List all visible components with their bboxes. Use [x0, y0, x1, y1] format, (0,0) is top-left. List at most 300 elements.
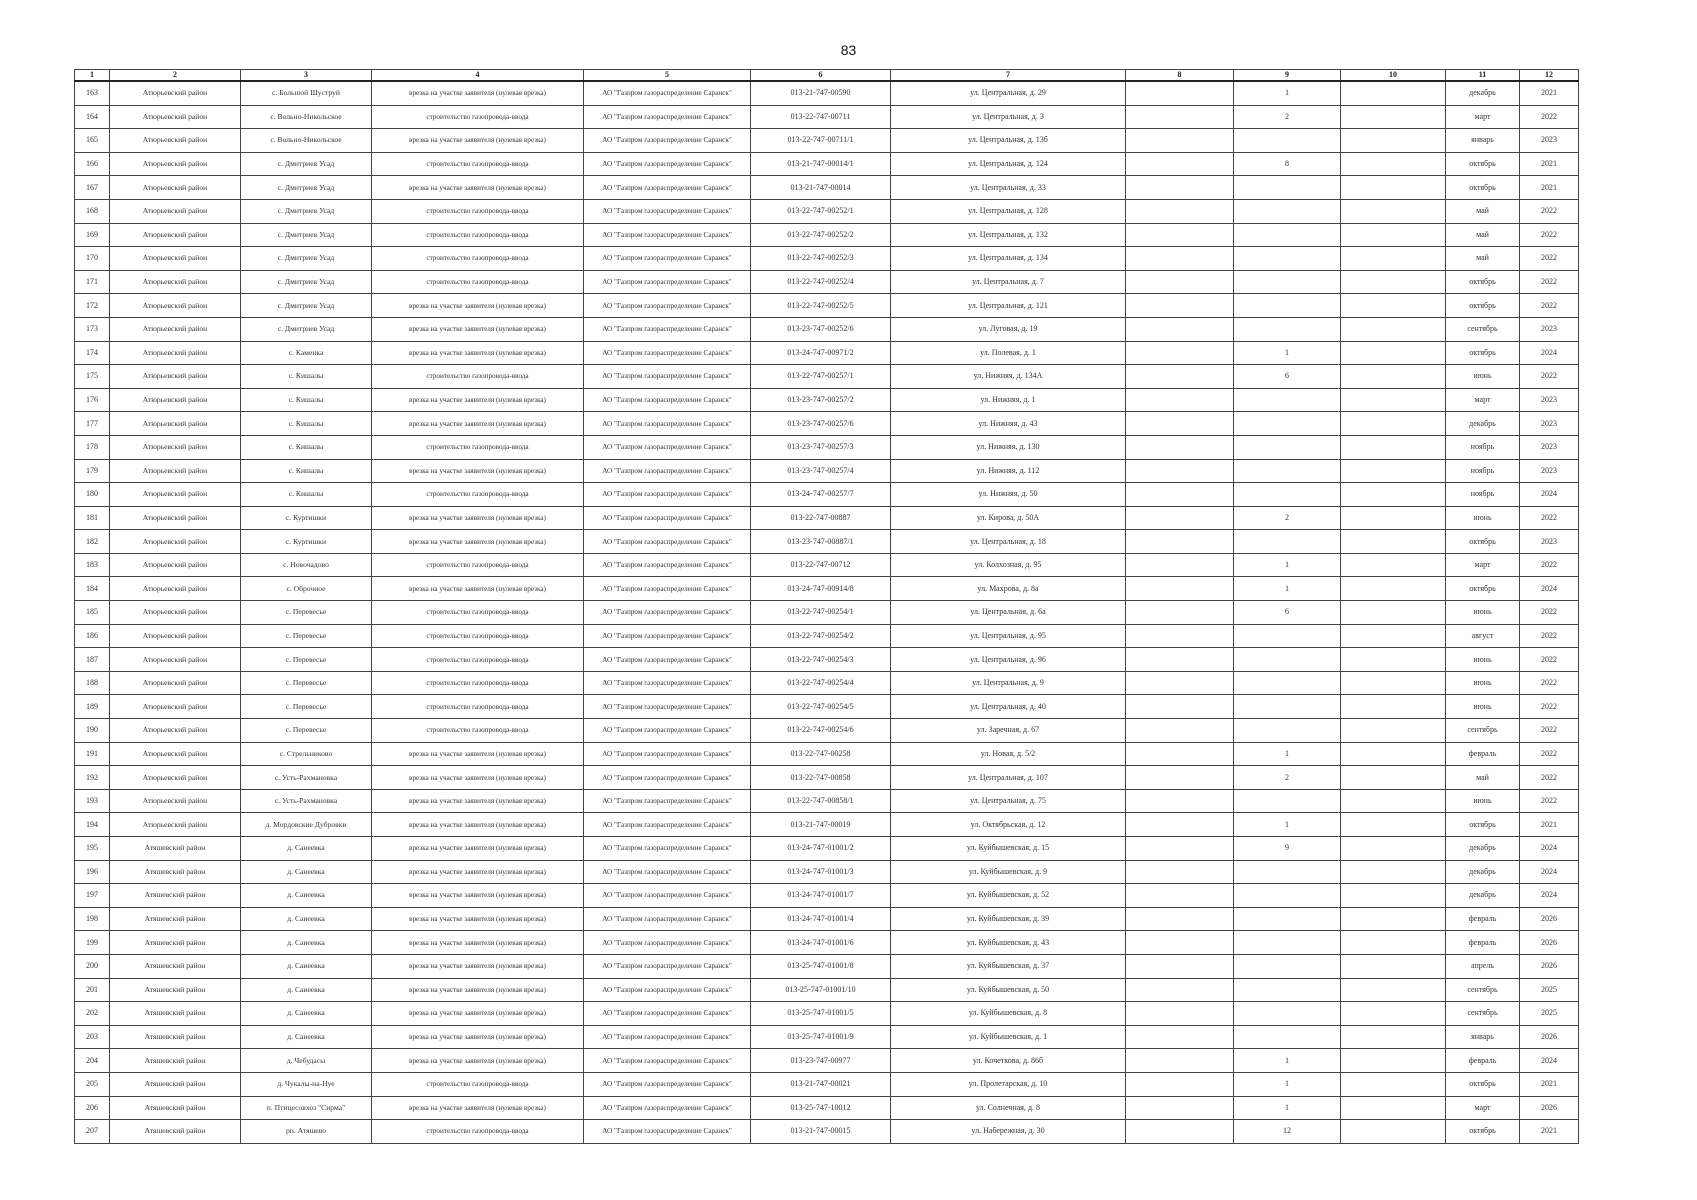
- year-cell: 2022: [1520, 624, 1579, 648]
- work-type-cell: врезка на участке заявителя (нулевая врезка): [372, 789, 584, 813]
- district-cell: Атюрьевский район: [110, 317, 241, 341]
- work-type-cell: врезка на участке заявителя (нулевая врезка): [372, 1049, 584, 1073]
- year-cell: 2023: [1520, 435, 1579, 459]
- work-type-cell: врезка на участке заявителя (нулевая врезка): [372, 81, 584, 105]
- year-cell: 2021: [1520, 176, 1579, 200]
- column-8-cell: [1126, 671, 1234, 695]
- column-10-cell: [1341, 978, 1446, 1002]
- address-cell: ул. Центральная, д. 18: [891, 530, 1126, 554]
- column-9-cell: [1234, 530, 1341, 554]
- application-number-cell: 013-22-747-00254/1: [751, 601, 891, 625]
- year-cell: 2025: [1520, 978, 1579, 1002]
- district-cell: Атяшевский район: [110, 837, 241, 861]
- district-cell: Атюрьевский район: [110, 719, 241, 743]
- settlement-cell: д. Саиеевка: [241, 954, 372, 978]
- column-number-row: [75, 70, 1579, 82]
- column-9-cell: [1234, 860, 1341, 884]
- application-number-cell: 013-22-747-00252/2: [751, 223, 891, 247]
- column-8-cell: [1126, 1120, 1234, 1144]
- address-cell: ул. Нижняя, д. 43: [891, 412, 1126, 436]
- month-cell: март: [1446, 1096, 1520, 1120]
- district-cell: Атюрьевский район: [110, 459, 241, 483]
- work-type-cell: строительство газопровода-ввода: [372, 435, 584, 459]
- row-number-cell: 176: [75, 388, 110, 412]
- district-cell: Атюрьевский район: [110, 412, 241, 436]
- row-number-cell: 173: [75, 317, 110, 341]
- application-number-cell: 013-22-747-00711/1: [751, 129, 891, 153]
- organization-cell: АО "Газпром газораспределение Саранск": [584, 1120, 751, 1144]
- work-type-cell: строительство газопровода-ввода: [372, 719, 584, 743]
- settlement-cell: с. Перевесье: [241, 601, 372, 625]
- year-cell: 2022: [1520, 294, 1579, 318]
- month-cell: октябрь: [1446, 1072, 1520, 1096]
- column-9-cell: [1234, 294, 1341, 318]
- application-number-cell: 013-22-747-00252/5: [751, 294, 891, 318]
- address-cell: ул. Куйбышевская, д. 15: [891, 837, 1126, 861]
- column-9-cell: [1234, 648, 1341, 672]
- settlement-cell: с. Каменка: [241, 341, 372, 365]
- month-cell: февраль: [1446, 907, 1520, 931]
- work-type-cell: строительство газопровода-ввода: [372, 247, 584, 271]
- work-type-cell: строительство газопровода-ввода: [372, 199, 584, 223]
- row-number-cell: 164: [75, 105, 110, 129]
- month-cell: сентябрь: [1446, 1002, 1520, 1026]
- district-cell: Атюрьевский район: [110, 388, 241, 412]
- column-9-cell: [1234, 129, 1341, 153]
- month-cell: май: [1446, 199, 1520, 223]
- table-row: [75, 223, 1579, 247]
- row-number-cell: 188: [75, 671, 110, 695]
- column-8-cell: [1126, 719, 1234, 743]
- organization-cell: АО "Газпром газораспределение Саранск": [584, 1096, 751, 1120]
- table-row: [75, 199, 1579, 223]
- district-cell: Атюрьевский район: [110, 223, 241, 247]
- row-number-cell: 172: [75, 294, 110, 318]
- organization-cell: АО "Газпром газораспределение Саранск": [584, 907, 751, 931]
- address-cell: ул. Нижняя, д. 50: [891, 483, 1126, 507]
- table-row: [75, 341, 1579, 365]
- work-type-cell: строительство газопровода-ввода: [372, 223, 584, 247]
- work-type-cell: врезка на участке заявителя (нулевая врезка): [372, 978, 584, 1002]
- month-cell: март: [1446, 388, 1520, 412]
- table-row: [75, 1002, 1579, 1026]
- column-9-cell: 1: [1234, 1049, 1341, 1073]
- table-row: [75, 695, 1579, 719]
- year-cell: 2026: [1520, 954, 1579, 978]
- address-cell: ул. Центральная, д. 124: [891, 152, 1126, 176]
- settlement-cell: д. Мордовские Дубровки: [241, 813, 372, 837]
- column-10-cell: [1341, 483, 1446, 507]
- settlement-cell: д. Саиеевка: [241, 860, 372, 884]
- settlement-cell: с. Дмитриев Усад: [241, 247, 372, 271]
- column-9-cell: [1234, 907, 1341, 931]
- work-type-cell: строительство газопровода-ввода: [372, 105, 584, 129]
- address-cell: ул. Центральная, д. 121: [891, 294, 1126, 318]
- address-cell: ул. Центральная, д. 134: [891, 247, 1126, 271]
- table-row: [75, 624, 1579, 648]
- district-cell: Атюрьевский район: [110, 813, 241, 837]
- table-row: [75, 105, 1579, 129]
- organization-cell: АО "Газпром газораспределение Саранск": [584, 270, 751, 294]
- work-type-cell: врезка на участке заявителя (нулевая врезка): [372, 577, 584, 601]
- column-8-cell: [1126, 648, 1234, 672]
- column-8-cell: [1126, 270, 1234, 294]
- year-cell: 2026: [1520, 1025, 1579, 1049]
- address-cell: ул. Центральная, д. 33: [891, 176, 1126, 200]
- column-8-cell: [1126, 435, 1234, 459]
- application-number-cell: 013-24-747-00971/2: [751, 341, 891, 365]
- application-number-cell: 013-22-747-00254/3: [751, 648, 891, 672]
- column-10-cell: [1341, 105, 1446, 129]
- table-row: [75, 294, 1579, 318]
- application-number-cell: 013-23-747-00257/6: [751, 412, 891, 436]
- table-body: [75, 81, 1579, 1143]
- work-type-cell: врезка на участке заявителя (нулевая врезка): [372, 341, 584, 365]
- address-cell: ул. Нижняя, д. 134А: [891, 365, 1126, 389]
- column-8-cell: [1126, 954, 1234, 978]
- column-9-cell: [1234, 978, 1341, 1002]
- column-10-cell: [1341, 270, 1446, 294]
- address-cell: ул. Полевая, д. 1: [891, 341, 1126, 365]
- organization-cell: АО "Газпром газораспределение Саранск": [584, 860, 751, 884]
- district-cell: Атюрьевский район: [110, 483, 241, 507]
- application-number-cell: 013-25-747-01001/9: [751, 1025, 891, 1049]
- column-8-cell: [1126, 624, 1234, 648]
- column-number-header: 11: [1446, 70, 1520, 82]
- table-row: [75, 412, 1579, 436]
- column-9-cell: 12: [1234, 1120, 1341, 1144]
- settlement-cell: п. Птицесовхоз "Сирма": [241, 1096, 372, 1120]
- work-type-cell: строительство газопровода-ввода: [372, 483, 584, 507]
- row-number-cell: 201: [75, 978, 110, 1002]
- address-cell: ул. Пролетарская, д. 10: [891, 1072, 1126, 1096]
- column-9-cell: [1234, 435, 1341, 459]
- address-cell: ул. Куйбышевская, д. 50: [891, 978, 1126, 1002]
- column-number-header: 3: [241, 70, 372, 82]
- year-cell: 2023: [1520, 388, 1579, 412]
- work-type-cell: строительство газопровода-ввода: [372, 152, 584, 176]
- year-cell: 2024: [1520, 884, 1579, 908]
- month-cell: декабрь: [1446, 860, 1520, 884]
- settlement-cell: с. Перевесье: [241, 695, 372, 719]
- column-8-cell: [1126, 412, 1234, 436]
- organization-cell: АО "Газпром газораспределение Саранск": [584, 648, 751, 672]
- column-10-cell: [1341, 223, 1446, 247]
- row-number-cell: 193: [75, 789, 110, 813]
- column-8-cell: [1126, 1002, 1234, 1026]
- column-8-cell: [1126, 978, 1234, 1002]
- column-8-cell: [1126, 813, 1234, 837]
- year-cell: 2022: [1520, 270, 1579, 294]
- address-cell: ул. Куйбышевская, д. 52: [891, 884, 1126, 908]
- column-8-cell: [1126, 1072, 1234, 1096]
- column-8-cell: [1126, 931, 1234, 955]
- year-cell: 2022: [1520, 719, 1579, 743]
- year-cell: 2022: [1520, 671, 1579, 695]
- table-row: [75, 1120, 1579, 1144]
- settlement-cell: с. Дмитриев Усад: [241, 152, 372, 176]
- application-number-cell: 013-23-747-00252/6: [751, 317, 891, 341]
- address-cell: ул. Центральная, д. 107: [891, 766, 1126, 790]
- application-number-cell: 013-23-747-00257/2: [751, 388, 891, 412]
- column-10-cell: [1341, 553, 1446, 577]
- column-9-cell: 2: [1234, 506, 1341, 530]
- settlement-cell: с. Усть-Рахмановка: [241, 766, 372, 790]
- month-cell: июнь: [1446, 695, 1520, 719]
- column-9-cell: 1: [1234, 1072, 1341, 1096]
- work-type-cell: врезка на участке заявителя (нулевая врезка): [372, 813, 584, 837]
- settlement-cell: д. Саиеевка: [241, 1002, 372, 1026]
- year-cell: 2021: [1520, 813, 1579, 837]
- settlement-cell: д. Саиеевка: [241, 884, 372, 908]
- column-9-cell: [1234, 671, 1341, 695]
- month-cell: декабрь: [1446, 412, 1520, 436]
- column-10-cell: [1341, 742, 1446, 766]
- settlement-cell: с. Перевесье: [241, 671, 372, 695]
- district-cell: Атюрьевский район: [110, 577, 241, 601]
- work-type-cell: строительство газопровода-ввода: [372, 1120, 584, 1144]
- organization-cell: АО "Газпром газораспределение Саранск": [584, 365, 751, 389]
- column-10-cell: [1341, 341, 1446, 365]
- work-type-cell: врезка на участке заявителя (нулевая врезка): [372, 412, 584, 436]
- settlement-cell: с. Кишалы: [241, 459, 372, 483]
- column-9-cell: [1234, 459, 1341, 483]
- settlement-cell: с. Дмитриев Усад: [241, 199, 372, 223]
- district-cell: Атюрьевский район: [110, 624, 241, 648]
- year-cell: 2023: [1520, 459, 1579, 483]
- column-8-cell: [1126, 884, 1234, 908]
- district-cell: Атюрьевский район: [110, 365, 241, 389]
- row-number-cell: 174: [75, 341, 110, 365]
- address-cell: ул. Центральная, д. 3: [891, 105, 1126, 129]
- organization-cell: АО "Газпром газораспределение Саранск": [584, 129, 751, 153]
- column-9-cell: 1: [1234, 341, 1341, 365]
- district-cell: Атюрьевский район: [110, 152, 241, 176]
- organization-cell: АО "Газпром газораспределение Саранск": [584, 766, 751, 790]
- row-number-cell: 185: [75, 601, 110, 625]
- district-cell: Атяшевский район: [110, 1072, 241, 1096]
- district-cell: Атяшевский район: [110, 907, 241, 931]
- organization-cell: АО "Газпром газораспределение Саранск": [584, 199, 751, 223]
- column-10-cell: [1341, 199, 1446, 223]
- work-type-cell: врезка на участке заявителя (нулевая врезка): [372, 954, 584, 978]
- work-type-cell: строительство газопровода-ввода: [372, 270, 584, 294]
- table-row: [75, 884, 1579, 908]
- settlement-cell: с. Большой Шуструй: [241, 81, 372, 105]
- address-cell: ул. Куйбышевская, д. 39: [891, 907, 1126, 931]
- application-number-cell: 013-25-747-01001/5: [751, 1002, 891, 1026]
- column-10-cell: [1341, 530, 1446, 554]
- row-number-cell: 205: [75, 1072, 110, 1096]
- settlement-cell: с. Кишалы: [241, 483, 372, 507]
- column-9-cell: [1234, 1025, 1341, 1049]
- month-cell: январь: [1446, 1025, 1520, 1049]
- organization-cell: АО "Газпром газораспределение Саранск": [584, 105, 751, 129]
- column-8-cell: [1126, 129, 1234, 153]
- table-row: [75, 247, 1579, 271]
- district-cell: Атюрьевский район: [110, 789, 241, 813]
- column-9-cell: 8: [1234, 152, 1341, 176]
- year-cell: 2024: [1520, 1049, 1579, 1073]
- application-number-cell: 013-24-747-00914/8: [751, 577, 891, 601]
- work-type-cell: врезка на участке заявителя (нулевая врезка): [372, 837, 584, 861]
- column-9-cell: 9: [1234, 837, 1341, 861]
- year-cell: 2022: [1520, 553, 1579, 577]
- table-row: [75, 365, 1579, 389]
- row-number-cell: 163: [75, 81, 110, 105]
- month-cell: июнь: [1446, 671, 1520, 695]
- month-cell: ноябрь: [1446, 435, 1520, 459]
- month-cell: декабрь: [1446, 81, 1520, 105]
- column-10-cell: [1341, 860, 1446, 884]
- table-row: [75, 954, 1579, 978]
- organization-cell: АО "Газпром газораспределение Саранск": [584, 624, 751, 648]
- month-cell: март: [1446, 553, 1520, 577]
- settlement-cell: с. Куртишки: [241, 506, 372, 530]
- column-8-cell: [1126, 365, 1234, 389]
- column-8-cell: [1126, 176, 1234, 200]
- settlement-cell: с. Кишалы: [241, 435, 372, 459]
- organization-cell: АО "Газпром газораспределение Саранск": [584, 1072, 751, 1096]
- organization-cell: АО "Газпром газораспределение Саранск": [584, 884, 751, 908]
- work-type-cell: врезка на участке заявителя (нулевая врезка): [372, 530, 584, 554]
- column-10-cell: [1341, 837, 1446, 861]
- district-cell: Атюрьевский район: [110, 506, 241, 530]
- address-cell: ул. Центральная, д. 96: [891, 648, 1126, 672]
- column-10-cell: [1341, 365, 1446, 389]
- column-9-cell: [1234, 695, 1341, 719]
- row-number-cell: 198: [75, 907, 110, 931]
- column-10-cell: [1341, 931, 1446, 955]
- application-number-cell: 013-23-747-00257/4: [751, 459, 891, 483]
- table-header: [75, 70, 1579, 82]
- application-number-cell: 013-25-747-10012: [751, 1096, 891, 1120]
- address-cell: ул. Махрова, д. 8а: [891, 577, 1126, 601]
- column-8-cell: [1126, 766, 1234, 790]
- month-cell: июнь: [1446, 506, 1520, 530]
- address-cell: ул. Кирова, д. 50А: [891, 506, 1126, 530]
- column-10-cell: [1341, 719, 1446, 743]
- column-8-cell: [1126, 1049, 1234, 1073]
- table-row: [75, 459, 1579, 483]
- application-number-cell: 013-25-747-01001/8: [751, 954, 891, 978]
- settlement-cell: с. Вольно-Никольское: [241, 129, 372, 153]
- year-cell: 2022: [1520, 247, 1579, 271]
- address-cell: ул. Центральная, д. 95: [891, 624, 1126, 648]
- row-number-cell: 179: [75, 459, 110, 483]
- row-number-cell: 191: [75, 742, 110, 766]
- column-9-cell: 1: [1234, 553, 1341, 577]
- column-8-cell: [1126, 1025, 1234, 1049]
- column-number-header: 7: [891, 70, 1126, 82]
- year-cell: 2021: [1520, 152, 1579, 176]
- row-number-cell: 166: [75, 152, 110, 176]
- application-number-cell: 013-21-747-00021: [751, 1072, 891, 1096]
- application-number-cell: 013-22-747-00252/3: [751, 247, 891, 271]
- row-number-cell: 182: [75, 530, 110, 554]
- year-cell: 2023: [1520, 129, 1579, 153]
- row-number-cell: 190: [75, 719, 110, 743]
- column-10-cell: [1341, 247, 1446, 271]
- column-number-header: 9: [1234, 70, 1341, 82]
- month-cell: май: [1446, 766, 1520, 790]
- column-10-cell: [1341, 695, 1446, 719]
- work-type-cell: врезка на участке заявителя (нулевая врезка): [372, 294, 584, 318]
- table-row: [75, 176, 1579, 200]
- row-number-cell: 177: [75, 412, 110, 436]
- organization-cell: АО "Газпром газораспределение Саранск": [584, 837, 751, 861]
- work-type-cell: врезка на участке заявителя (нулевая врезка): [372, 1025, 584, 1049]
- column-9-cell: 1: [1234, 742, 1341, 766]
- year-cell: 2021: [1520, 81, 1579, 105]
- application-number-cell: 013-22-747-00257/1: [751, 365, 891, 389]
- gas-connection-register-table: [74, 69, 1579, 1144]
- year-cell: 2023: [1520, 412, 1579, 436]
- year-cell: 2026: [1520, 1096, 1579, 1120]
- organization-cell: АО "Газпром газораспределение Саранск": [584, 1049, 751, 1073]
- organization-cell: АО "Газпром газораспределение Саранск": [584, 1025, 751, 1049]
- address-cell: ул. Нижняя, д. 112: [891, 459, 1126, 483]
- year-cell: 2026: [1520, 931, 1579, 955]
- row-number-cell: 180: [75, 483, 110, 507]
- column-9-cell: [1234, 270, 1341, 294]
- settlement-cell: д. Саиеевка: [241, 907, 372, 931]
- month-cell: май: [1446, 223, 1520, 247]
- column-10-cell: [1341, 129, 1446, 153]
- row-number-cell: 189: [75, 695, 110, 719]
- month-cell: сентябрь: [1446, 317, 1520, 341]
- year-cell: 2021: [1520, 1072, 1579, 1096]
- work-type-cell: врезка на участке заявителя (нулевая врезка): [372, 742, 584, 766]
- organization-cell: АО "Газпром газораспределение Саранск": [584, 601, 751, 625]
- month-cell: ноябрь: [1446, 459, 1520, 483]
- district-cell: Атюрьевский район: [110, 553, 241, 577]
- column-8-cell: [1126, 388, 1234, 412]
- table-row: [75, 1072, 1579, 1096]
- column-8-cell: [1126, 506, 1234, 530]
- work-type-cell: строительство газопровода-ввода: [372, 695, 584, 719]
- organization-cell: АО "Газпром газораспределение Саранск": [584, 152, 751, 176]
- year-cell: 2022: [1520, 199, 1579, 223]
- application-number-cell: 013-22-747-00858/1: [751, 789, 891, 813]
- row-number-cell: 167: [75, 176, 110, 200]
- table-row: [75, 530, 1579, 554]
- row-number-cell: 165: [75, 129, 110, 153]
- table-row: [75, 1096, 1579, 1120]
- work-type-cell: врезка на участке заявителя (нулевая врезка): [372, 317, 584, 341]
- column-number-header: 6: [751, 70, 891, 82]
- column-8-cell: [1126, 317, 1234, 341]
- month-cell: май: [1446, 247, 1520, 271]
- district-cell: Атюрьевский район: [110, 105, 241, 129]
- row-number-cell: 171: [75, 270, 110, 294]
- address-cell: ул. Колхозная, д. 95: [891, 553, 1126, 577]
- row-number-cell: 168: [75, 199, 110, 223]
- column-number-header: 1: [75, 70, 110, 82]
- table-row: [75, 388, 1579, 412]
- column-9-cell: [1234, 199, 1341, 223]
- address-cell: ул. Нижняя, д. 130: [891, 435, 1126, 459]
- organization-cell: АО "Газпром газораспределение Саранск": [584, 789, 751, 813]
- district-cell: Атюрьевский район: [110, 270, 241, 294]
- year-cell: 2024: [1520, 837, 1579, 861]
- row-number-cell: 183: [75, 553, 110, 577]
- row-number-cell: 175: [75, 365, 110, 389]
- column-10-cell: [1341, 1072, 1446, 1096]
- address-cell: ул. Центральная, д. 7: [891, 270, 1126, 294]
- organization-cell: АО "Газпром газораспределение Саранск": [584, 742, 751, 766]
- district-cell: Атюрьевский район: [110, 695, 241, 719]
